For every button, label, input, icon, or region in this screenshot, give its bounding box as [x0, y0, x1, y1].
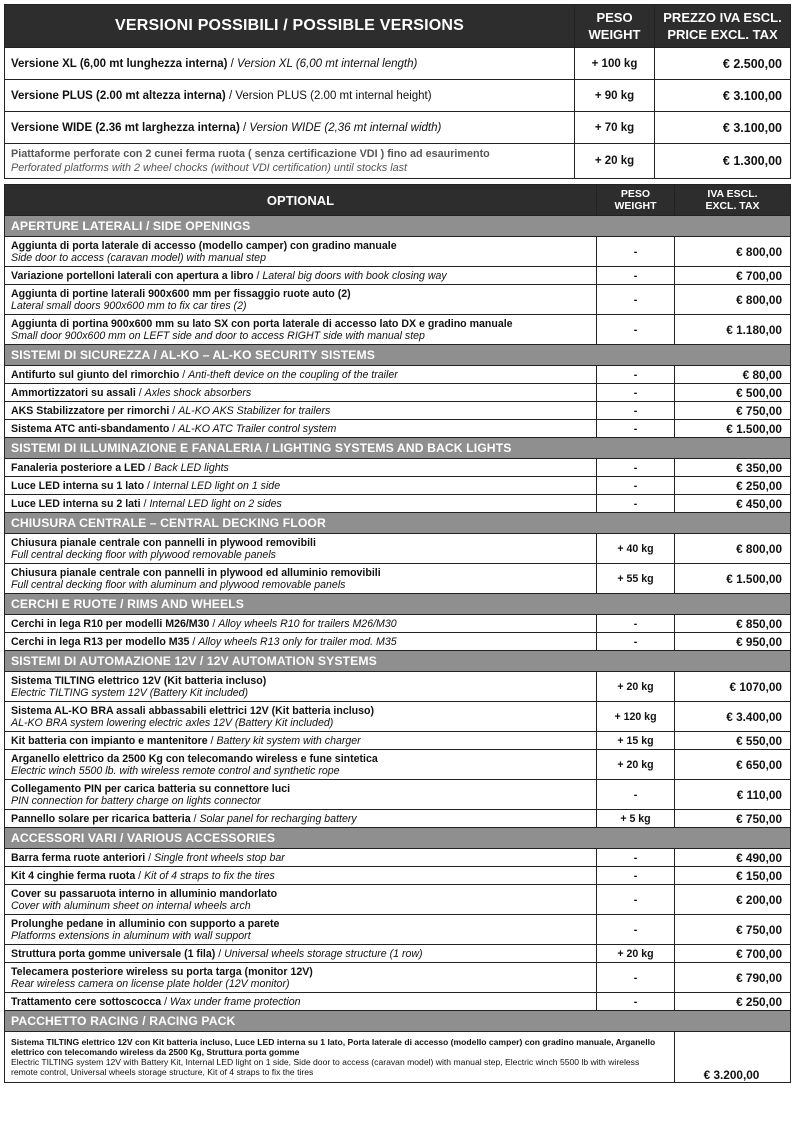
- item-name-en: Internal LED light on 2 sides: [149, 497, 282, 510]
- item-weight: + 15 kg: [597, 732, 675, 750]
- version-name-en: Version XL (6,00 mt internal length): [237, 57, 418, 70]
- item-weight: -: [597, 885, 675, 915]
- section-title: SISTEMI DI SICUREZZA / AL-KO – AL-KO SECURITY SISTEMS: [5, 345, 791, 366]
- optional-item-row: [5, 915, 791, 945]
- version-price: € 3.100,00: [655, 80, 791, 112]
- section-header: [5, 594, 791, 615]
- item-weight: -: [597, 867, 675, 885]
- version-row: [5, 144, 791, 179]
- versions-title: VERSIONI POSSIBILI / POSSIBLE VERSIONS: [5, 5, 575, 48]
- version-description: Versione WIDE (2.36 mt larghezza interna) / Version WIDE (2,36 mt internal width): [5, 112, 575, 144]
- item-price: € 850,00: [675, 615, 791, 633]
- section-title: ACCESSORI VARI / VARIOUS ACCESSORIES: [5, 828, 791, 849]
- item-description: [5, 780, 597, 810]
- item-description: AKS Stabilizzatore per rimorchi / AL-KO AKS Stabilizer for trailers: [5, 402, 597, 420]
- item-price: € 110,00: [675, 780, 791, 810]
- optional-item-row: [5, 564, 791, 594]
- item-name-en: Full central decking floor with aluminum and plywood removable panels: [11, 578, 346, 591]
- item-description: [5, 285, 597, 315]
- item-price: € 1070,00: [675, 672, 791, 702]
- racing-pack-title: PACCHETTO RACING / RACING PACK: [5, 1011, 791, 1032]
- item-description: Cerchi in lega R13 per modello M35 / Alloy wheels R13 only for trailer mod. M35: [5, 633, 597, 651]
- item-name-it: Sistema ATC anti-sbandamento: [11, 422, 170, 435]
- optional-item-row: [5, 534, 791, 564]
- item-name-en: Electric TILTING system 12V (Battery Kit included): [11, 686, 249, 699]
- item-price: € 800,00: [675, 237, 791, 267]
- item-description: [5, 564, 597, 594]
- item-weight: -: [597, 459, 675, 477]
- weight-header-en: WEIGHT: [614, 200, 657, 212]
- item-price: € 790,00: [675, 963, 791, 993]
- item-weight: + 55 kg: [597, 564, 675, 594]
- weight-header-en: WEIGHT: [588, 27, 641, 42]
- item-name-it: Trattamento cere sottoscocca: [11, 995, 162, 1008]
- item-description: [5, 672, 597, 702]
- version-row: [5, 80, 791, 112]
- item-name-it: Kit batteria con impianto e mantenitore: [11, 734, 208, 747]
- optional-item-row: [5, 477, 791, 495]
- item-name-it: Arganello elettrico da 2500 Kg con telecomando wireless e fune sintetica: [11, 752, 378, 765]
- item-name-it: Telecamera posteriore wireless su porta targa (monitor 12V): [11, 965, 313, 978]
- item-name-it: Fanaleria posteriore a LED: [11, 461, 146, 474]
- optional-header-row: [5, 185, 791, 216]
- item-name-en: Kit of 4 straps to fix the tires: [144, 869, 275, 882]
- item-name-it: Variazione portelloni laterali con apertura a libro: [11, 269, 254, 282]
- item-name-en: Internal LED light on 1 side: [152, 479, 281, 492]
- item-description: Kit batteria con impianto e mantenitore / Battery kit system with charger: [5, 732, 597, 750]
- price-header-en: PRICE EXCL. TAX: [667, 27, 778, 42]
- item-description: Cerchi in lega R10 per modelli M26/M30 / Alloy wheels R10 for trailers M26/M30: [5, 615, 597, 633]
- item-name-en: Lateral small doors 900x600 mm to fix car tires (2): [11, 299, 247, 312]
- item-name-it: Prolunghe pedane in alluminio con supporto a parete: [11, 917, 280, 930]
- item-name-it: Aggiunta di porta laterale di accesso (modello camper) con gradino manuale: [11, 239, 397, 252]
- optional-item-row: [5, 495, 791, 513]
- version-row: [5, 112, 791, 144]
- optional-item-row: [5, 237, 791, 267]
- item-price: € 250,00: [675, 993, 791, 1011]
- optional-item-row: [5, 315, 791, 345]
- item-name-en: Battery kit system with charger: [216, 734, 361, 747]
- item-name-it: Luce LED interna su 2 lati: [11, 497, 141, 510]
- section-title: APERTURE LATERALI / SIDE OPENINGS: [5, 216, 791, 237]
- item-name-it: Pannello solare per ricarica batteria: [11, 812, 191, 825]
- optional-item-row: [5, 732, 791, 750]
- racing-pack-price: € 3.200,00: [675, 1032, 791, 1083]
- section-header: [5, 651, 791, 672]
- version-weight: + 90 kg: [575, 80, 655, 112]
- item-price: € 700,00: [675, 267, 791, 285]
- version-name-it: Versione XL (6,00 mt lunghezza interna): [11, 57, 228, 70]
- item-name-it: Cover su passaruota interno in alluminio mandorlato: [11, 887, 278, 900]
- optional-item-row: [5, 867, 791, 885]
- item-price: € 800,00: [675, 285, 791, 315]
- versions-table: [4, 4, 791, 179]
- item-name-en: Lateral big doors with book closing way: [262, 269, 447, 282]
- item-weight: + 20 kg: [597, 672, 675, 702]
- optional-item-row: [5, 615, 791, 633]
- item-weight: -: [597, 420, 675, 438]
- item-description: [5, 315, 597, 345]
- item-name-en: Anti-theft device on the coupling of the trailer: [188, 368, 398, 381]
- item-price: € 750,00: [675, 915, 791, 945]
- item-description: [5, 963, 597, 993]
- item-description: Struttura porta gomme universale (1 fila) / Universal wheels storage structure (1 row): [5, 945, 597, 963]
- item-weight: -: [597, 267, 675, 285]
- item-name-it: Ammortizzatori su assali: [11, 386, 136, 399]
- item-description: Luce LED interna su 2 lati / Internal LED light on 2 sides: [5, 495, 597, 513]
- version-name-en: Version PLUS (2.00 mt internal height): [235, 89, 432, 102]
- item-name-it: Chiusura pianale centrale con pannelli in plywood ed alluminio removibili: [11, 566, 381, 579]
- version-name-it: Versione WIDE (2.36 mt larghezza interna): [11, 121, 240, 134]
- item-name-it: Sistema TILTING elettrico 12V (Kit batteria incluso): [11, 674, 267, 687]
- item-weight: -: [597, 849, 675, 867]
- price-header-en: EXCL. TAX: [705, 200, 760, 212]
- optional-title: OPTIONAL: [5, 185, 597, 216]
- item-description: Pannello solare per ricarica batteria / Solar panel for recharging battery: [5, 810, 597, 828]
- item-price: € 490,00: [675, 849, 791, 867]
- item-name-it: Cerchi in lega R10 per modelli M26/M30: [11, 617, 210, 630]
- section-header: [5, 216, 791, 237]
- item-price: € 1.500,00: [675, 564, 791, 594]
- item-name-it: Luce LED interna su 1 lato: [11, 479, 145, 492]
- optional-item-row: [5, 267, 791, 285]
- item-name-en: Alloy wheels R13 only for trailer mod. M35: [198, 635, 397, 648]
- item-price: € 550,00: [675, 732, 791, 750]
- item-description: [5, 237, 597, 267]
- version-price: € 2.500,00: [655, 48, 791, 80]
- item-name-en: Full central decking floor with plywood removable panels: [11, 548, 276, 561]
- section-title: SISTEMI DI AUTOMAZIONE 12V / 12V AUTOMATION SYSTEMS: [5, 651, 791, 672]
- item-price: € 650,00: [675, 750, 791, 780]
- item-name-en: Small door 900x600 mm on LEFT side and door to access RIGHT side with manual step: [11, 329, 425, 342]
- version-description: [5, 144, 575, 179]
- section-header: [5, 1011, 791, 1032]
- item-weight: -: [597, 402, 675, 420]
- item-description: Barra ferma ruote anteriori / Single front wheels stop bar: [5, 849, 597, 867]
- item-name-it: Struttura porta gomme universale (1 fila): [11, 947, 216, 960]
- item-name-en: Universal wheels storage structure (1 row): [224, 947, 423, 960]
- item-price: € 450,00: [675, 495, 791, 513]
- version-description: Versione PLUS (2.00 mt altezza interna) / Version PLUS (2.00 mt internal height): [5, 80, 575, 112]
- optional-item-row: [5, 384, 791, 402]
- optional-item-row: [5, 963, 791, 993]
- optional-item-row: [5, 459, 791, 477]
- item-name-en: Single front wheels stop bar: [154, 851, 285, 864]
- version-price: € 1.300,00: [655, 144, 791, 179]
- optional-item-row: [5, 633, 791, 651]
- item-weight: -: [597, 285, 675, 315]
- item-name-it: Cerchi in lega R13 per modello M35: [11, 635, 190, 648]
- item-price: € 1.180,00: [675, 315, 791, 345]
- item-price: € 150,00: [675, 867, 791, 885]
- optional-item-row: [5, 780, 791, 810]
- item-weight: -: [597, 477, 675, 495]
- version-description: Versione XL (6,00 mt lunghezza interna) / Version XL (6,00 mt internal length): [5, 48, 575, 80]
- optional-item-row: [5, 849, 791, 867]
- version-price: € 3.100,00: [655, 112, 791, 144]
- item-description: Ammortizzatori su assali / Axles shock absorbers: [5, 384, 597, 402]
- price-list-page: [0, 4, 794, 1127]
- item-weight: -: [597, 237, 675, 267]
- item-price: € 800,00: [675, 534, 791, 564]
- racing-pack-row: [5, 1032, 791, 1083]
- optional-item-row: [5, 420, 791, 438]
- item-name-it: Aggiunta di portine laterali 900x600 mm per fissaggio ruote auto (2): [11, 287, 351, 300]
- item-description: Kit 4 cinghie ferma ruota / Kit of 4 straps to fix the tires: [5, 867, 597, 885]
- item-name-en: AL-KO BRA system lowering electric axles 12V (Battery Kit included): [11, 716, 334, 729]
- version-name-en: Version WIDE (2,36 mt internal width): [249, 121, 442, 134]
- optional-price-header: [675, 185, 791, 216]
- item-weight: -: [597, 780, 675, 810]
- item-name-it: Collegamento PIN per carica batteria su connettore luci: [11, 782, 291, 795]
- item-description: [5, 915, 597, 945]
- item-weight: + 20 kg: [597, 750, 675, 780]
- item-name-en: Back LED lights: [154, 461, 229, 474]
- version-weight: + 20 kg: [575, 144, 655, 179]
- item-weight: + 20 kg: [597, 945, 675, 963]
- section-title: CHIUSURA CENTRALE – CENTRAL DECKING FLOOR: [5, 513, 791, 534]
- version-row: [5, 48, 791, 80]
- item-name-it: Sistema AL-KO BRA assali abbassabili elettrici 12V (Kit batteria incluso): [11, 704, 375, 717]
- optional-item-row: [5, 702, 791, 732]
- item-name-en: PIN connection for battery charge on lights connector: [11, 794, 261, 807]
- item-weight: -: [597, 495, 675, 513]
- item-price: € 250,00: [675, 477, 791, 495]
- racing-pack-it: Sistema TILTING elettrico 12V con Kit batteria incluso, Luce LED interna su 1 lato, Porta laterale di accesso (modello camper) con gradino manuale, Arganello elettrico con telecomando wireless da 2500 Kg, Struttura porta gomme: [11, 1037, 656, 1057]
- item-name-en: Wax under frame protection: [169, 995, 301, 1008]
- optional-item-row: [5, 366, 791, 384]
- item-name-en: Side door to access (caravan model) with manual step: [11, 251, 266, 264]
- item-weight: -: [597, 366, 675, 384]
- item-price: € 750,00: [675, 810, 791, 828]
- item-weight: -: [597, 615, 675, 633]
- version-name-it: Versione PLUS (2.00 mt altezza interna): [11, 89, 226, 102]
- item-description: [5, 750, 597, 780]
- item-name-en: Cover with aluminum sheet on internal wheels arch: [11, 899, 251, 912]
- item-name-it: Chiusura pianale centrale con pannelli in plywood removibili: [11, 536, 316, 549]
- item-name-en: Rear wireless camera on license plate holder (12V monitor): [11, 977, 290, 990]
- section-header: [5, 513, 791, 534]
- optional-item-row: [5, 993, 791, 1011]
- section-title: SISTEMI DI ILLUMINAZIONE E FANALERIA / LIGHTING SYSTEMS AND BACK LIGHTS: [5, 438, 791, 459]
- optional-item-row: [5, 810, 791, 828]
- item-description: Variazione portelloni laterali con apertura a libro / Lateral big doors with book closing way: [5, 267, 597, 285]
- item-name-en: AL-KO AKS Stabilizer for trailers: [178, 404, 331, 417]
- price-header-it: PREZZO IVA ESCL.: [663, 10, 782, 25]
- versions-price-header: [655, 5, 791, 48]
- item-name-en: Axles shock absorbers: [144, 386, 252, 399]
- item-weight: + 40 kg: [597, 534, 675, 564]
- version-weight: + 70 kg: [575, 112, 655, 144]
- item-weight: -: [597, 633, 675, 651]
- item-price: € 1.500,00: [675, 420, 791, 438]
- optional-body: [5, 216, 791, 1083]
- item-description: [5, 885, 597, 915]
- item-price: € 80,00: [675, 366, 791, 384]
- item-weight: -: [597, 315, 675, 345]
- item-weight: -: [597, 384, 675, 402]
- item-description: Sistema ATC anti-sbandamento / AL-KO ATC Trailer control system: [5, 420, 597, 438]
- item-name-it: Barra ferma ruote anteriori: [11, 851, 146, 864]
- optional-item-row: [5, 945, 791, 963]
- section-title: CERCHI E RUOTE / RIMS AND WHEELS: [5, 594, 791, 615]
- version-name-it: Piattaforme perforate con 2 cunei ferma ruota ( senza certificazione VDI ) fino ad esaurimento: [11, 148, 490, 160]
- item-description: Fanaleria posteriore a LED / Back LED lights: [5, 459, 597, 477]
- optional-weight-header: [597, 185, 675, 216]
- versions-header-row: [5, 5, 791, 48]
- optional-item-row: [5, 402, 791, 420]
- item-price: € 200,00: [675, 885, 791, 915]
- item-price: € 500,00: [675, 384, 791, 402]
- weight-header-it: PESO: [620, 188, 651, 200]
- item-name-en: Alloy wheels R10 for trailers M26/M30: [218, 617, 397, 630]
- item-name-en: Platforms extensions in aluminum with wall support: [11, 929, 251, 942]
- item-name-en: Electric winch 5500 lb. with wireless remote control and synthetic rope: [11, 764, 340, 777]
- item-name-en: Solar panel for recharging battery: [199, 812, 357, 825]
- optional-item-row: [5, 885, 791, 915]
- versions-weight-header: [575, 5, 655, 48]
- item-weight: + 120 kg: [597, 702, 675, 732]
- item-description: Trattamento cere sottoscocca / Wax under frame protection: [5, 993, 597, 1011]
- item-name-it: Aggiunta di portina 900x600 mm su lato SX con porta laterale di accesso lato DX e gradino manuale: [11, 317, 513, 330]
- section-header: [5, 438, 791, 459]
- section-header: [5, 345, 791, 366]
- item-name-it: Kit 4 cinghie ferma ruota: [11, 869, 136, 882]
- optional-item-row: [5, 672, 791, 702]
- optional-table: [4, 184, 791, 1083]
- item-name-en: AL-KO ATC Trailer control system: [178, 422, 337, 435]
- optional-item-row: [5, 285, 791, 315]
- item-name-it: Antifurto sul giunto del rimorchio: [11, 368, 180, 381]
- item-price: € 350,00: [675, 459, 791, 477]
- item-description: Antifurto sul giunto del rimorchio / Anti-theft device on the coupling of the trailer: [5, 366, 597, 384]
- version-weight: + 100 kg: [575, 48, 655, 80]
- item-price: € 3.400,00: [675, 702, 791, 732]
- item-description: [5, 702, 597, 732]
- item-weight: + 5 kg: [597, 810, 675, 828]
- item-weight: -: [597, 963, 675, 993]
- item-weight: -: [597, 993, 675, 1011]
- weight-header-it: PESO: [596, 10, 633, 25]
- racing-pack-description: [5, 1032, 675, 1083]
- item-description: [5, 534, 597, 564]
- section-header: [5, 828, 791, 849]
- item-name-it: AKS Stabilizzatore per rimorchi: [11, 404, 170, 417]
- item-price: € 750,00: [675, 402, 791, 420]
- item-price: € 700,00: [675, 945, 791, 963]
- version-name-en: Perforated platforms with 2 wheel chocks (without VDI certification) until stocks last: [11, 162, 408, 174]
- racing-pack-en: Electric TILTING system 12V with Battery Kit, Internal LED light on 1 side, Side door to access (caravan model) with manual step, Electric winch 5500 lb with wireless remote control, Universal wheels storage structure, Kit of 4 straps to fix the tires: [11, 1057, 640, 1077]
- item-price: € 950,00: [675, 633, 791, 651]
- item-description: Luce LED interna su 1 lato / Internal LED light on 1 side: [5, 477, 597, 495]
- item-weight: -: [597, 915, 675, 945]
- price-header-it: IVA ESCL.: [707, 188, 758, 200]
- optional-item-row: [5, 750, 791, 780]
